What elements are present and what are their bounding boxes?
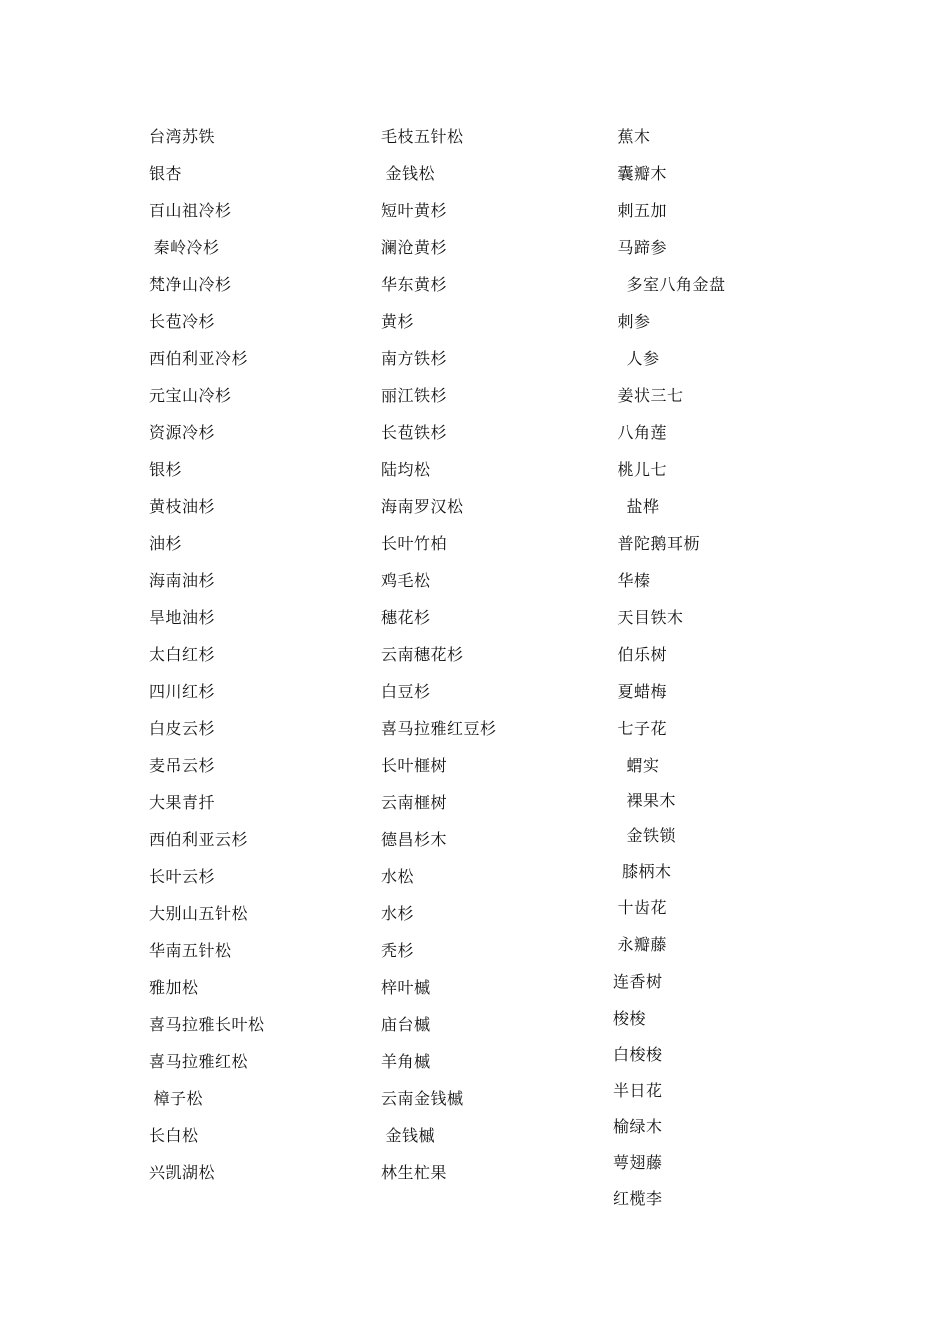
species-name: 金钱松 [385, 164, 436, 183]
species-name: 永瓣藤 [617, 935, 668, 954]
species-name: 西伯利亚云杉 [149, 830, 249, 849]
species-name: 天目铁木 [617, 608, 684, 627]
species-name: 大果青扦 [149, 793, 216, 812]
species-name: 百山祖冷杉 [149, 201, 232, 220]
species-name: 台湾苏铁 [149, 127, 216, 146]
species-name: 黄枝油杉 [149, 497, 216, 516]
species-name: 刺参 [617, 312, 651, 331]
species-name: 盐桦 [626, 497, 660, 516]
species-name: 银杉 [149, 460, 183, 479]
species-name: 七子花 [617, 719, 668, 738]
species-name: 金钱槭 [385, 1126, 436, 1145]
species-name: 华东黄杉 [381, 275, 448, 294]
species-name: 黄杉 [381, 312, 415, 331]
species-name: 八角莲 [617, 423, 668, 442]
species-name: 云南穗花杉 [381, 645, 464, 664]
species-name: 银杏 [149, 164, 183, 183]
species-name: 秦岭冷杉 [153, 238, 220, 257]
species-name: 姜状三七 [617, 386, 684, 405]
species-name: 兴凯湖松 [149, 1163, 216, 1182]
species-name: 云南金钱槭 [381, 1089, 464, 1108]
species-name: 澜沧黄杉 [381, 238, 448, 257]
species-name: 太白红杉 [149, 645, 216, 664]
species-name: 长叶榧树 [381, 756, 448, 775]
species-name: 马蹄参 [617, 238, 668, 257]
species-name: 德昌杉木 [381, 830, 448, 849]
species-name: 海南油杉 [149, 571, 216, 590]
species-name: 秃杉 [381, 941, 415, 960]
species-name: 白皮云杉 [149, 719, 216, 738]
species-name: 海南罗汉松 [381, 497, 464, 516]
species-name: 短叶黄杉 [381, 201, 448, 220]
species-name: 蝟实 [626, 756, 660, 775]
species-name: 长苞冷杉 [149, 312, 216, 331]
species-name: 资源冷杉 [149, 423, 216, 442]
species-name: 连香树 [613, 972, 663, 991]
species-name: 蕉木 [617, 127, 651, 146]
species-name: 羊角槭 [381, 1052, 431, 1071]
species-name: 雅加松 [149, 978, 199, 997]
species-name: 穗花杉 [381, 608, 431, 627]
species-name: 大别山五针松 [149, 904, 249, 923]
species-name: 夏蜡梅 [617, 682, 668, 701]
species-name: 油杉 [149, 534, 183, 553]
species-name: 华榛 [617, 571, 651, 590]
species-name: 喜马拉雅红松 [149, 1052, 249, 1071]
species-name: 裸果木 [626, 791, 677, 810]
species-name: 四川红杉 [149, 682, 216, 701]
species-name: 樟子松 [153, 1089, 204, 1108]
species-name: 长白松 [149, 1126, 199, 1145]
species-name: 元宝山冷杉 [149, 386, 232, 405]
species-name: 云南榧树 [381, 793, 448, 812]
species-name: 十齿花 [617, 898, 668, 917]
species-name: 半日花 [613, 1081, 663, 1100]
species-name: 刺五加 [617, 201, 668, 220]
species-name: 长苞铁杉 [381, 423, 448, 442]
species-name: 林生杧果 [381, 1163, 448, 1182]
species-name: 麦吊云杉 [149, 756, 216, 775]
species-name: 西伯利亚冷杉 [149, 349, 249, 368]
species-name: 喜马拉雅长叶松 [149, 1015, 265, 1034]
species-name: 丽江铁杉 [381, 386, 448, 405]
species-name: 喜马拉雅红豆杉 [381, 719, 497, 738]
species-name: 榆绿木 [613, 1117, 663, 1136]
species-name: 白梭梭 [613, 1045, 663, 1064]
species-name: 金铁锁 [626, 826, 677, 845]
species-name: 白豆杉 [381, 682, 431, 701]
species-name: 桃儿七 [617, 460, 668, 479]
species-name: 萼翅藤 [613, 1153, 663, 1172]
species-name: 梭梭 [613, 1009, 647, 1028]
species-name: 红榄李 [613, 1189, 663, 1208]
species-name: 庙台槭 [381, 1015, 431, 1034]
species-name: 陆均松 [381, 460, 431, 479]
species-name: 毛枝五针松 [381, 127, 464, 146]
species-name: 旱地油杉 [149, 608, 216, 627]
species-name: 梓叶槭 [381, 978, 431, 997]
species-name: 膝柄木 [622, 862, 672, 881]
species-name: 华南五针松 [149, 941, 232, 960]
species-name: 普陀鹅耳枥 [617, 534, 701, 553]
species-name: 囊瓣木 [617, 164, 668, 183]
species-name: 鸡毛松 [381, 571, 431, 590]
species-name: 水杉 [381, 904, 415, 923]
species-name: 伯乐树 [617, 645, 668, 664]
species-name: 长叶竹柏 [381, 534, 448, 553]
species-name: 人参 [626, 349, 660, 368]
species-name: 多室八角金盘 [626, 275, 726, 294]
species-name: 南方铁杉 [381, 349, 448, 368]
species-name: 梵净山冷杉 [149, 275, 232, 294]
species-name: 长叶云杉 [149, 867, 216, 886]
species-name: 水松 [381, 867, 415, 886]
